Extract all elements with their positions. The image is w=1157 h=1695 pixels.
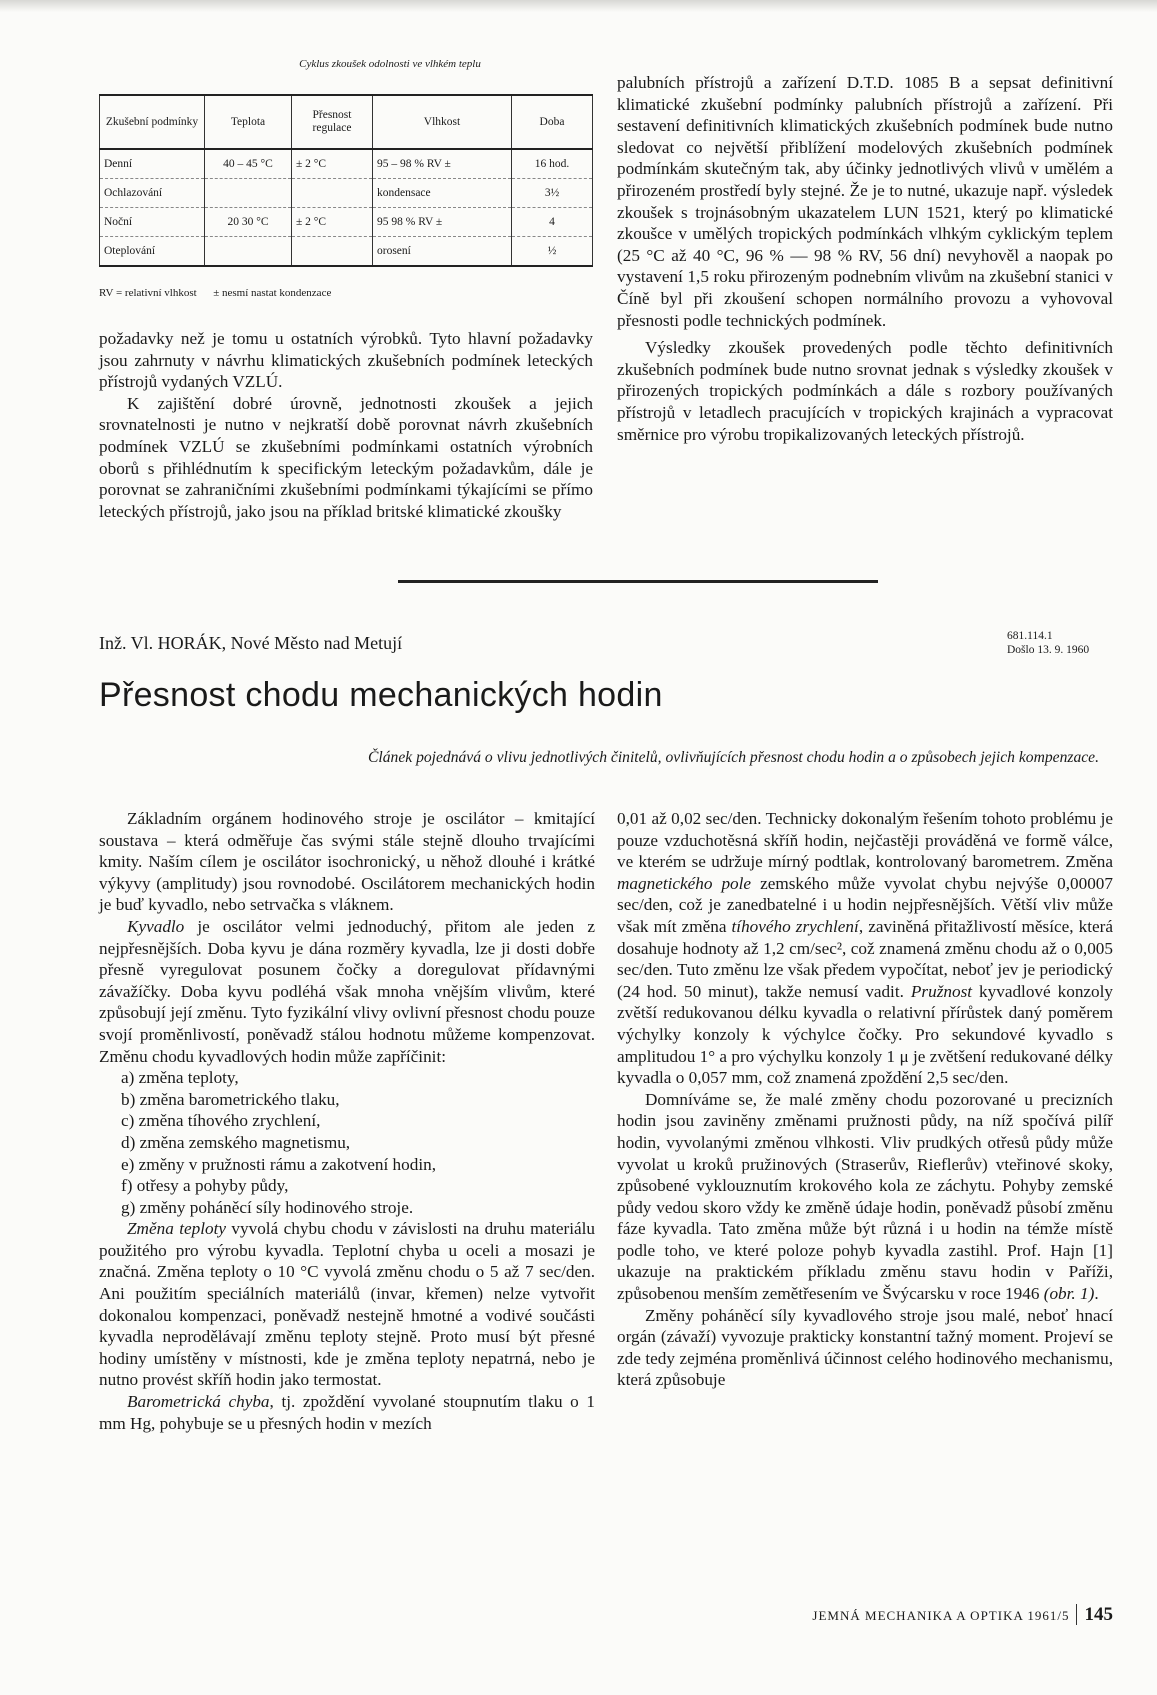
list-item: b) změna barometrického tlaku,: [121, 1089, 340, 1109]
table-cell: 20 30 °C: [205, 208, 292, 237]
received-date: Došlo 13. 9. 1960: [1007, 644, 1090, 656]
table-header-row: [100, 95, 593, 149]
table-row: [100, 179, 593, 208]
table-cell: 3½: [512, 179, 593, 208]
top-right-column: [617, 72, 1113, 445]
term: Barometrická chyba: [127, 1392, 270, 1412]
paragraph: K zajištění dobré úrovně, jednotnosti zkoušek a jejich srovnatelnosti je nutno v nejkratší době porovnat návrh zkušebních podmínek VZLÚ se zkušebními podmínkami ostatních výrobních oborů s přihlédnutím k specifickým leteckým požadavkům, dále je porovnat se zahraničními zkušebními podmínkami týkajícími se přímo leteckých přístrojů, jako jsou na příklad britské klimatické zkoušky: [99, 393, 593, 521]
section-divider: [398, 580, 878, 583]
table-cell: [292, 179, 373, 208]
text: 0,01 až 0,02 sec/den. Technicky dokonalým řešením tohoto problému je pouze vzduchotěsná skříň hodin, nejčastěji prováděná ve formě válce, ve kterém se udržuje mírný podtlak, kontrolovaný barometrem. Změna: [617, 809, 1113, 872]
paragraph: Základním orgánem hodinového stroje je oscilátor – kmitající soustava – která odměřuje čas svými stále stejně dlouho trvajícími kmity. Naším cílem je oscilátor isochronický, u něhož dlouhé i krátké výkyvy (amplitudy) jsou rovnodobé. Oscilátorem mechanických hodin je buď kyvadlo, nebo setrvačka s vláknem.: [99, 809, 595, 915]
paragraph: [617, 1089, 1113, 1305]
paragraph: [99, 1218, 595, 1391]
text: vyvolá chybu chodu v závislosti na druhu materiálu použitého pro výrobu kyvadla. Teplotní chyba u oceli a mosazi je značná. Změna teploty o 10 °C vyvolá změnu chodu o 5 až 7 sec/den. Ani použitím speciálních materiálů (invar, křemen) nelze vytvořit dokonalou kompenzaci, poněvadž nestejně hmotné a vodivé součásti kyvadla neprodělávají změnu teploty stejně. Proto musí být přesné hodiny umístěny v místnosti, kde je změna teploty nepatrná, nebo je nutno provést skříň hodin jako termostat.: [99, 1219, 595, 1390]
figure-reference: (obr. 1): [1043, 1284, 1095, 1304]
table-header: Přesnost regulace: [292, 95, 373, 149]
list-item: d) změna zemského magnetismu,: [121, 1132, 351, 1152]
page-top-edge: [0, 0, 1157, 12]
table-header: Zkušební podmínky: [100, 95, 205, 149]
table-cell: Denní: [100, 149, 205, 179]
paragraph: Změny poháněcí síly kyvadlového stroje jsou malé, neboť hnací orgán (závaží) vyvozuje prakticky konstantní tažný moment. Projeví se zde tedy zejména proměnlivá účinnost celého hodinového mechanismu, která způsobuje: [617, 1305, 1113, 1390]
list-item: f) otřesy a pohyby půdy,: [121, 1176, 289, 1196]
article-author: Inž. Vl. HORÁK, Nové Město nad Metují: [99, 633, 403, 653]
paragraph: [617, 808, 1113, 1089]
table-cell: ± 2 °C: [292, 208, 373, 237]
term: Kyvadlo: [127, 916, 185, 936]
table-cell: [205, 237, 292, 267]
term: Změna teploty: [127, 1219, 226, 1239]
text: kyvadlové konzoly zvětší redukovanou délku kyvadla o relativní přírůstek daný poměrem výchylky konzoly k výchylce čočky. Pro sekundové kyvadlo s amplitudou 1° a pro výchylku konzoly 1 μ je zvětšení redukované délky kyvadla o 0,057 mm, což znamená zpoždění 2,5 sec/den.: [617, 981, 1114, 1088]
cause-list: [99, 1067, 595, 1218]
list-item: a) změna teploty,: [121, 1068, 239, 1088]
table-row: [100, 149, 593, 179]
article-meta: [1007, 629, 1089, 657]
text: je oscilátor velmi jednoduchý, přitom ale jeden z nejpřesnějších. Doba kyvu je dána rozměry kyvadla, lze ji dosti dobře přesně vyregulovat posunem čočky a doregulovat přídavnými závažíčky. Doba kyvu podléhá však mnoha vnějším vlivům, které způsobují její změnu. Tyto fyzikální vlivy ovlivní přesnost chodu pouze svojí proměnlivostí, poněvadž stálou hodnotu můžeme kompenzovat. Změnu chodu kyvadlových hodin může zapříčinit:: [99, 916, 595, 1066]
article-abstract: Článek pojednává o vlivu jednotlivých činitelů, ovlivňujících přesnost chodu hodin a o způsobech jejich kompenzace.: [368, 749, 1099, 766]
table-cell: 16 hod.: [512, 149, 593, 179]
list-item: e) změny v pružnosti rámu a zakotvení hodin,: [121, 1154, 437, 1174]
paragraph: požadavky než je tomu u ostatních výrobků. Tyto hlavní požadavky jsou zahrnuty v návrhu klimatických zkušebních podmínek leteckých přístrojů vydaných VZLÚ.: [99, 329, 593, 392]
term: Pružnost: [910, 981, 973, 1001]
list-item: g) změny poháněcí síly hodinového stroje.: [121, 1197, 414, 1217]
table-note: RV = relativní vlhkost ± nesmí nastat kondenzace: [99, 287, 332, 299]
text: .: [1094, 1284, 1099, 1304]
table-cell: Noční: [100, 208, 205, 237]
table-cell: [292, 237, 373, 267]
test-cycle-table: [99, 94, 593, 267]
article-right-column: [617, 808, 1113, 1391]
paragraph: palubních přístrojů a zařízení D.T.D. 1085 B a sepsat definitivní klimatické zkušební podmínky palubních přístrojů a zařízení. Při sestavení definitivních klimatických zkušebních podmínek bude nutno sledovat co největší přiblížení modelových zkušebních podmínek podmínkám skutečným tak, aby účinky jednotlivých vlivů v umělém a přirozeném prostředí byly stejné. Že je to nutné, ukazuje např. výsledek zkoušek s trojnásobným ukazatelem LUN 1521, který po klimatické zkoušce v umělých tropických podmínkách vlhkým cyklickým teplem (25 °C až 40 °C, 96 % — 98 % RV, 56 dní) nevyhověl a naopak po vystavení 1,5 roku přirozeným podnebním vlivům na zkušební stanici v Číně byl při zkoušení schopen normálního provozu a vyhovoval přesnosti podle technických podmínek.: [617, 73, 1113, 330]
udc-code: 681.114.1: [1007, 630, 1053, 642]
article-title: Přesnost chodu mechanických hodin: [99, 676, 663, 714]
table-cell: ± 2 °C: [292, 149, 373, 179]
table-cell: kondensace: [373, 179, 512, 208]
table-header: Doba: [512, 95, 593, 149]
text: , zaviněná přitažlivostí měsíce, která dosahuje hodnoty až 1,2 cm/sec², což znamená změnu chodu až o 0,005 sec/den. Tuto změnu lze však předem vypočítat, neboť jev je periodický (24 hod. 50 minut), takže nemusí vadit.: [617, 916, 1113, 1001]
table-header: Vlhkost: [373, 95, 512, 149]
page-footer: [812, 1604, 1113, 1626]
table-cell: orosení: [373, 237, 512, 267]
table-caption: Cyklus zkoušek odolnosti ve vlhkém teplu: [299, 58, 481, 70]
text: zemského může vyvolat chybu nejvýše 0,00007 sec/den, což je zanedbatelné i u hodin nejpřesnějších. Větší vliv může však mít změna: [617, 873, 1113, 936]
table-row: [100, 237, 593, 267]
table-cell: 95 – 98 % RV ±: [373, 149, 512, 179]
article-left-column: [99, 808, 595, 1434]
table-cell: 95 98 % RV ±: [373, 208, 512, 237]
paragraph: [99, 1391, 595, 1434]
page-number: 145: [1076, 1604, 1114, 1625]
paragraph: [99, 916, 595, 1067]
table-cell: [205, 179, 292, 208]
term: magnetického pole: [617, 873, 752, 893]
table-row: [100, 208, 593, 237]
table-cell: ½: [512, 237, 593, 267]
table-cell: 40 – 45 °C: [205, 149, 292, 179]
journal-name: JEMNÁ MECHANIKA A OPTIKA 1961/5: [812, 1608, 1070, 1623]
table-header: Teplota: [205, 95, 292, 149]
text: Domníváme se, že malé změny chodu pozorované u precizních hodin jsou zaviněny změnami pružnosti půdy, na níž spočívá pilíř hodin, vyvolanými změnou vlhkosti. Vliv prudkých otřesů půdy může vyvolat u kroků pružinových (Straserův, Rieflerův) vteřinové skoky, způsobené vyklouznutím krokového kola ze záchytu. Pohyby zemské půdy vedou skoro vždy ke změně údaje hodin, poněvadž působí změnu fáze kyvadla. Tato změna může být různá i u hodin na témže místě podle toho, ve které poloze pohyb kyvadla zastihl. Prof. Hajn [1] ukazuje na praktickém příkladu změnu stavu hodin v Paříži, způsobenou menším zemětřesením ve Švýcarsku v roce 1946: [617, 1089, 1113, 1304]
paragraph: Výsledky zkoušek provedených podle těchto definitivních zkušebních podmínek bude nutno srovnat jednak s výsledky zkoušek v přirozených tropických podmínkách a dále s rozbory používaných přístrojů v letadlech pracujících v tropických krajinách a vypracovat směrnice pro výrobu tropikalizovaných leteckých přístrojů.: [617, 338, 1113, 444]
table-cell: 4: [512, 208, 593, 237]
table-cell: Ochlazování: [100, 179, 205, 208]
term: tíhového zrychlení: [731, 916, 859, 936]
top-left-column: [99, 328, 593, 522]
table-cell: Oteplování: [100, 237, 205, 267]
list-item: c) změna tíhového zrychlení,: [121, 1111, 321, 1131]
text: , tj. zpoždění vyvolané stoupnutím tlaku o 1 mm Hg, pohybuje se u přesných hodin v mezích: [99, 1392, 595, 1433]
